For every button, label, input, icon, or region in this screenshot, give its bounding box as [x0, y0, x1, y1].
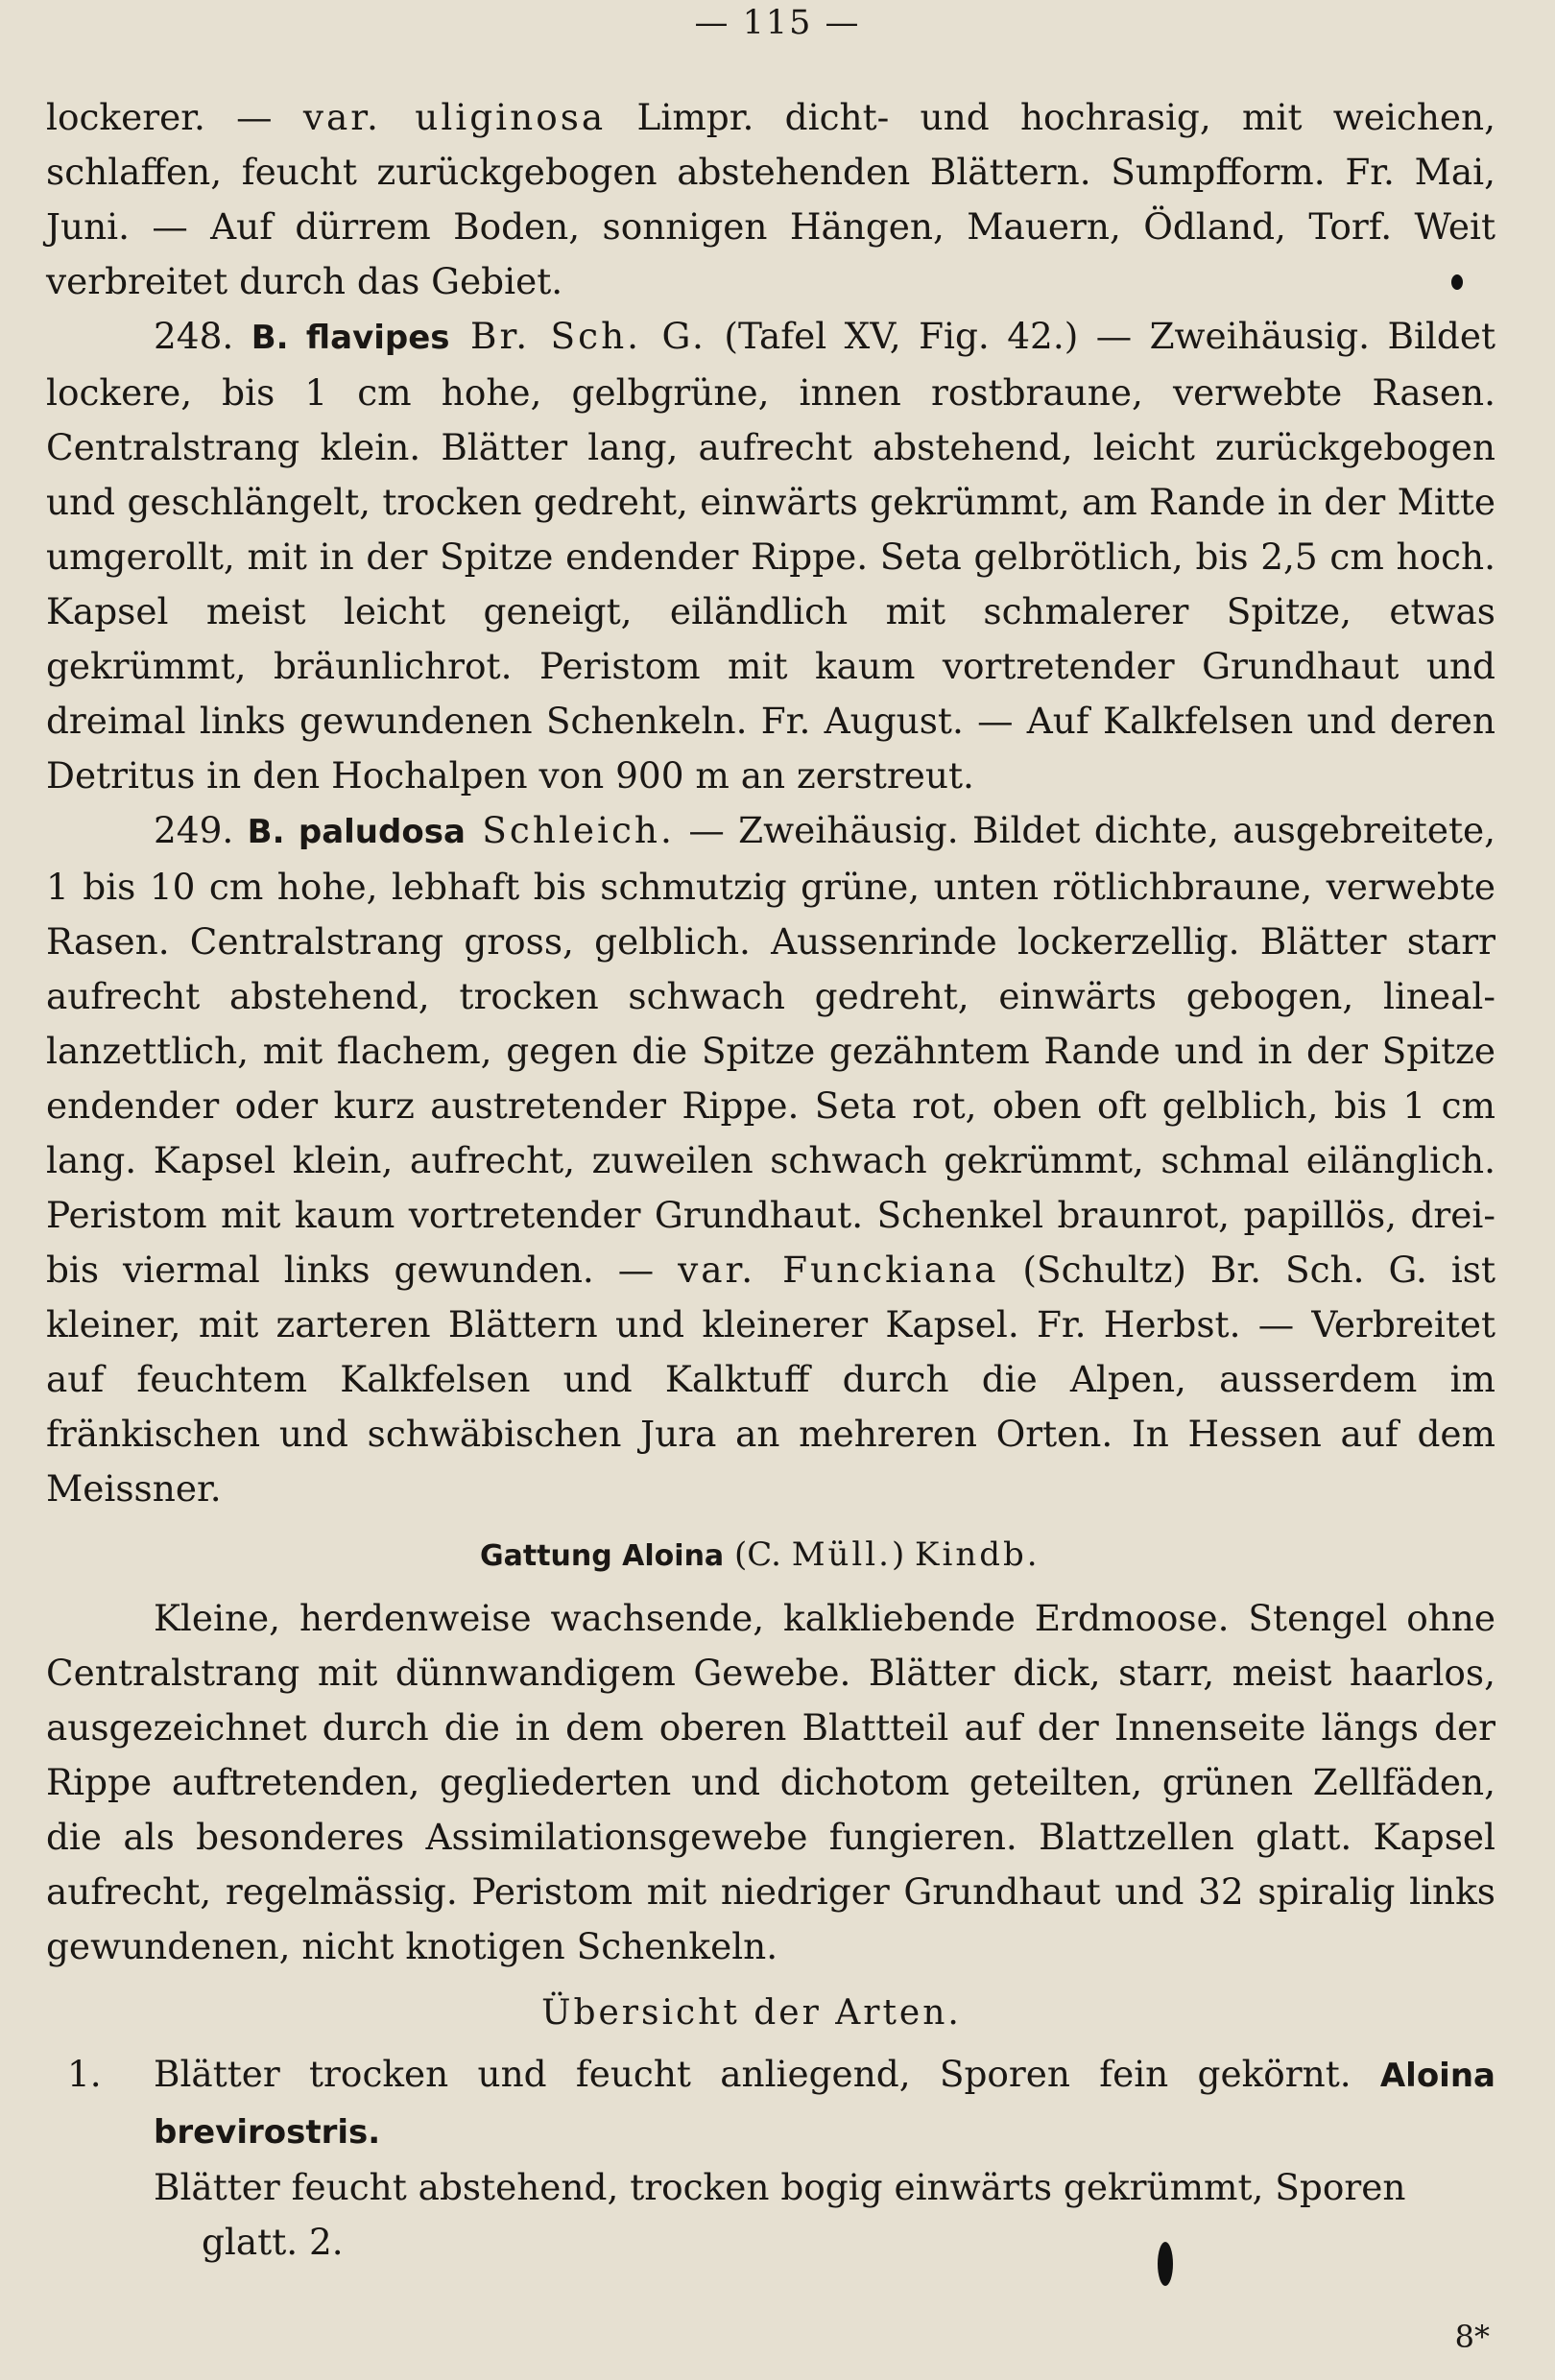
variety-name: var. uliginosa [302, 96, 607, 138]
text-segment: lockerer. — [46, 96, 303, 138]
key-entry-1-alternative [46, 2160, 1495, 2270]
paragraph-species-248 [46, 309, 1495, 803]
species-description: — Zweihäusig. Bildet dichte, ausgebreitete, 1 bis 10 cm hohe, lebhaft bis schmutzig grüne, unten rötlichbraune, verwebte Rasen. Centralstrang gross, gelblich. Aussenrinde lockerzellig. Blätter starr aufrecht abstehend, trocken schwach gedreht, einwärts gebogen, lineal-lanzettlich, mit flachem, gegen die Spitze gezähntem Rande und in der Spitze endender oder kurz austretender Rippe. Seta rot, oben oft gelblich, bis 1 cm lang. Kapsel klein, aufrecht, zuweilen schwach gekrümmt, schmal eilänglich. Peristom mit kaum vortretender Grundhaut. Schenkel braunrot, papillös, drei- bis viermal links gewunden. — [46, 809, 1496, 1291]
genus-author-part: Müll. [791, 1535, 892, 1574]
genus-description: Kleine, herdenweise wachsende, kalkliebende Erdmoose. Stengel ohne Centralstrang mit dünnwandigem Gewebe. Blätter dick, starr, meist haarlos, ausgezeichnet durch die in dem oberen Blattteil auf der Innenseite längs der Rippe auftretenden, gegliederten und dichotom geteilten, grünen Zellfäden, die als besonderes Assimilationsgewebe fungieren. Blattzellen glatt. Kapsel aufrecht, regelmässig. Peristom mit niedriger Grundhaut und 32 spiralig links gewundenen, nicht knotigen Schenkeln. [46, 1597, 1495, 1967]
paragraph-species-249 [46, 803, 1495, 1516]
key-alt-line: Blätter feucht abstehend, trocken bogig einwärts gekrümmt, Sporen [154, 2166, 1406, 2208]
page-number: — 115 — [694, 4, 861, 42]
genus-author-part: Kindb. [915, 1535, 1041, 1574]
species-name: B. flavipes [251, 319, 450, 357]
key-number: 1. [67, 2053, 102, 2095]
key-lead: Blätter trocken und feucht anliegend, Sporen fein gekörnt. [154, 2053, 1380, 2095]
species-number: 249. [154, 809, 248, 851]
page-content [46, 90, 1495, 2270]
species-name: B. paludosa [247, 813, 466, 851]
paragraph-uliginosa [46, 90, 1495, 309]
signature-mark: 8* [1454, 2319, 1490, 2355]
overview-heading: Übersicht der Arten. [541, 1993, 962, 2033]
ink-blot [1158, 2242, 1173, 2286]
ink-blot [1451, 274, 1463, 290]
key-entry-1 [46, 2047, 1495, 2160]
key-result-species: Aloina brevirostris. [154, 2057, 1495, 2152]
species-author: Schleich. [465, 809, 675, 851]
species-number: 248. [154, 315, 251, 357]
genus-author-part: ) [891, 1535, 916, 1574]
text-segment: Limpr. dicht- und hochrasig, mit weichen, schlaffen, feucht zurückgebogen abstehenden Blättern. Sumpfform. Fr. Mai, Juni. — Auf dürrem Boden, sonnigen Hängen, Mauern, Ödland, Torf. Weit verbreitet durch das Gebiet. [46, 96, 1495, 302]
genus-heading [46, 1526, 1495, 1585]
species-description: (Schultz) Br. Sch. G. ist kleiner, mit zarteren Blättern und kleinerer Kapsel. Fr. Herbst. — Verbreitet auf feuchtem Kalkfelsen und Kalktuff durch die Alpen, ausserdem im fränkischen und schwäbischen Jura an mehreren Orten. In Hessen auf dem Meissner. [46, 1249, 1496, 1510]
variety-name: var. Funckiana [678, 1249, 999, 1291]
genus-label: Gattung Aloina [480, 1539, 725, 1573]
species-description: (Tafel XV, Fig. 42.) — Zweihäusig. Bildet lockere, bis 1 cm hohe, gelbgrüne, innen rostbraune, verwebte Rasen. Centralstrang klein. Blätter lang, aufrecht abstehend, leicht zurückgebogen und geschlängelt, trocken gedreht, einwärts gekrümmt, am Rande in der Mitte umgerollt, mit in der Spitze endender Rippe. Seta gelbrötlich, bis 2,5 cm hoch. Kapsel meist leicht geneigt, eiländlich mit schmalerer Spitze, etwas gekrümmt, bräunlichrot. Peristom mit kaum vortretender Grundhaut und dreimal links gewundenen Schenkeln. Fr. August. — Auf Kalkfelsen und deren Detritus in den Hochalpen von 900 m an zerstreut. [46, 315, 1495, 797]
key-alt-line: glatt. 2. [202, 2221, 344, 2263]
species-author: Br. Sch. G. [449, 315, 706, 357]
genus-author-part: (C. [724, 1535, 792, 1574]
